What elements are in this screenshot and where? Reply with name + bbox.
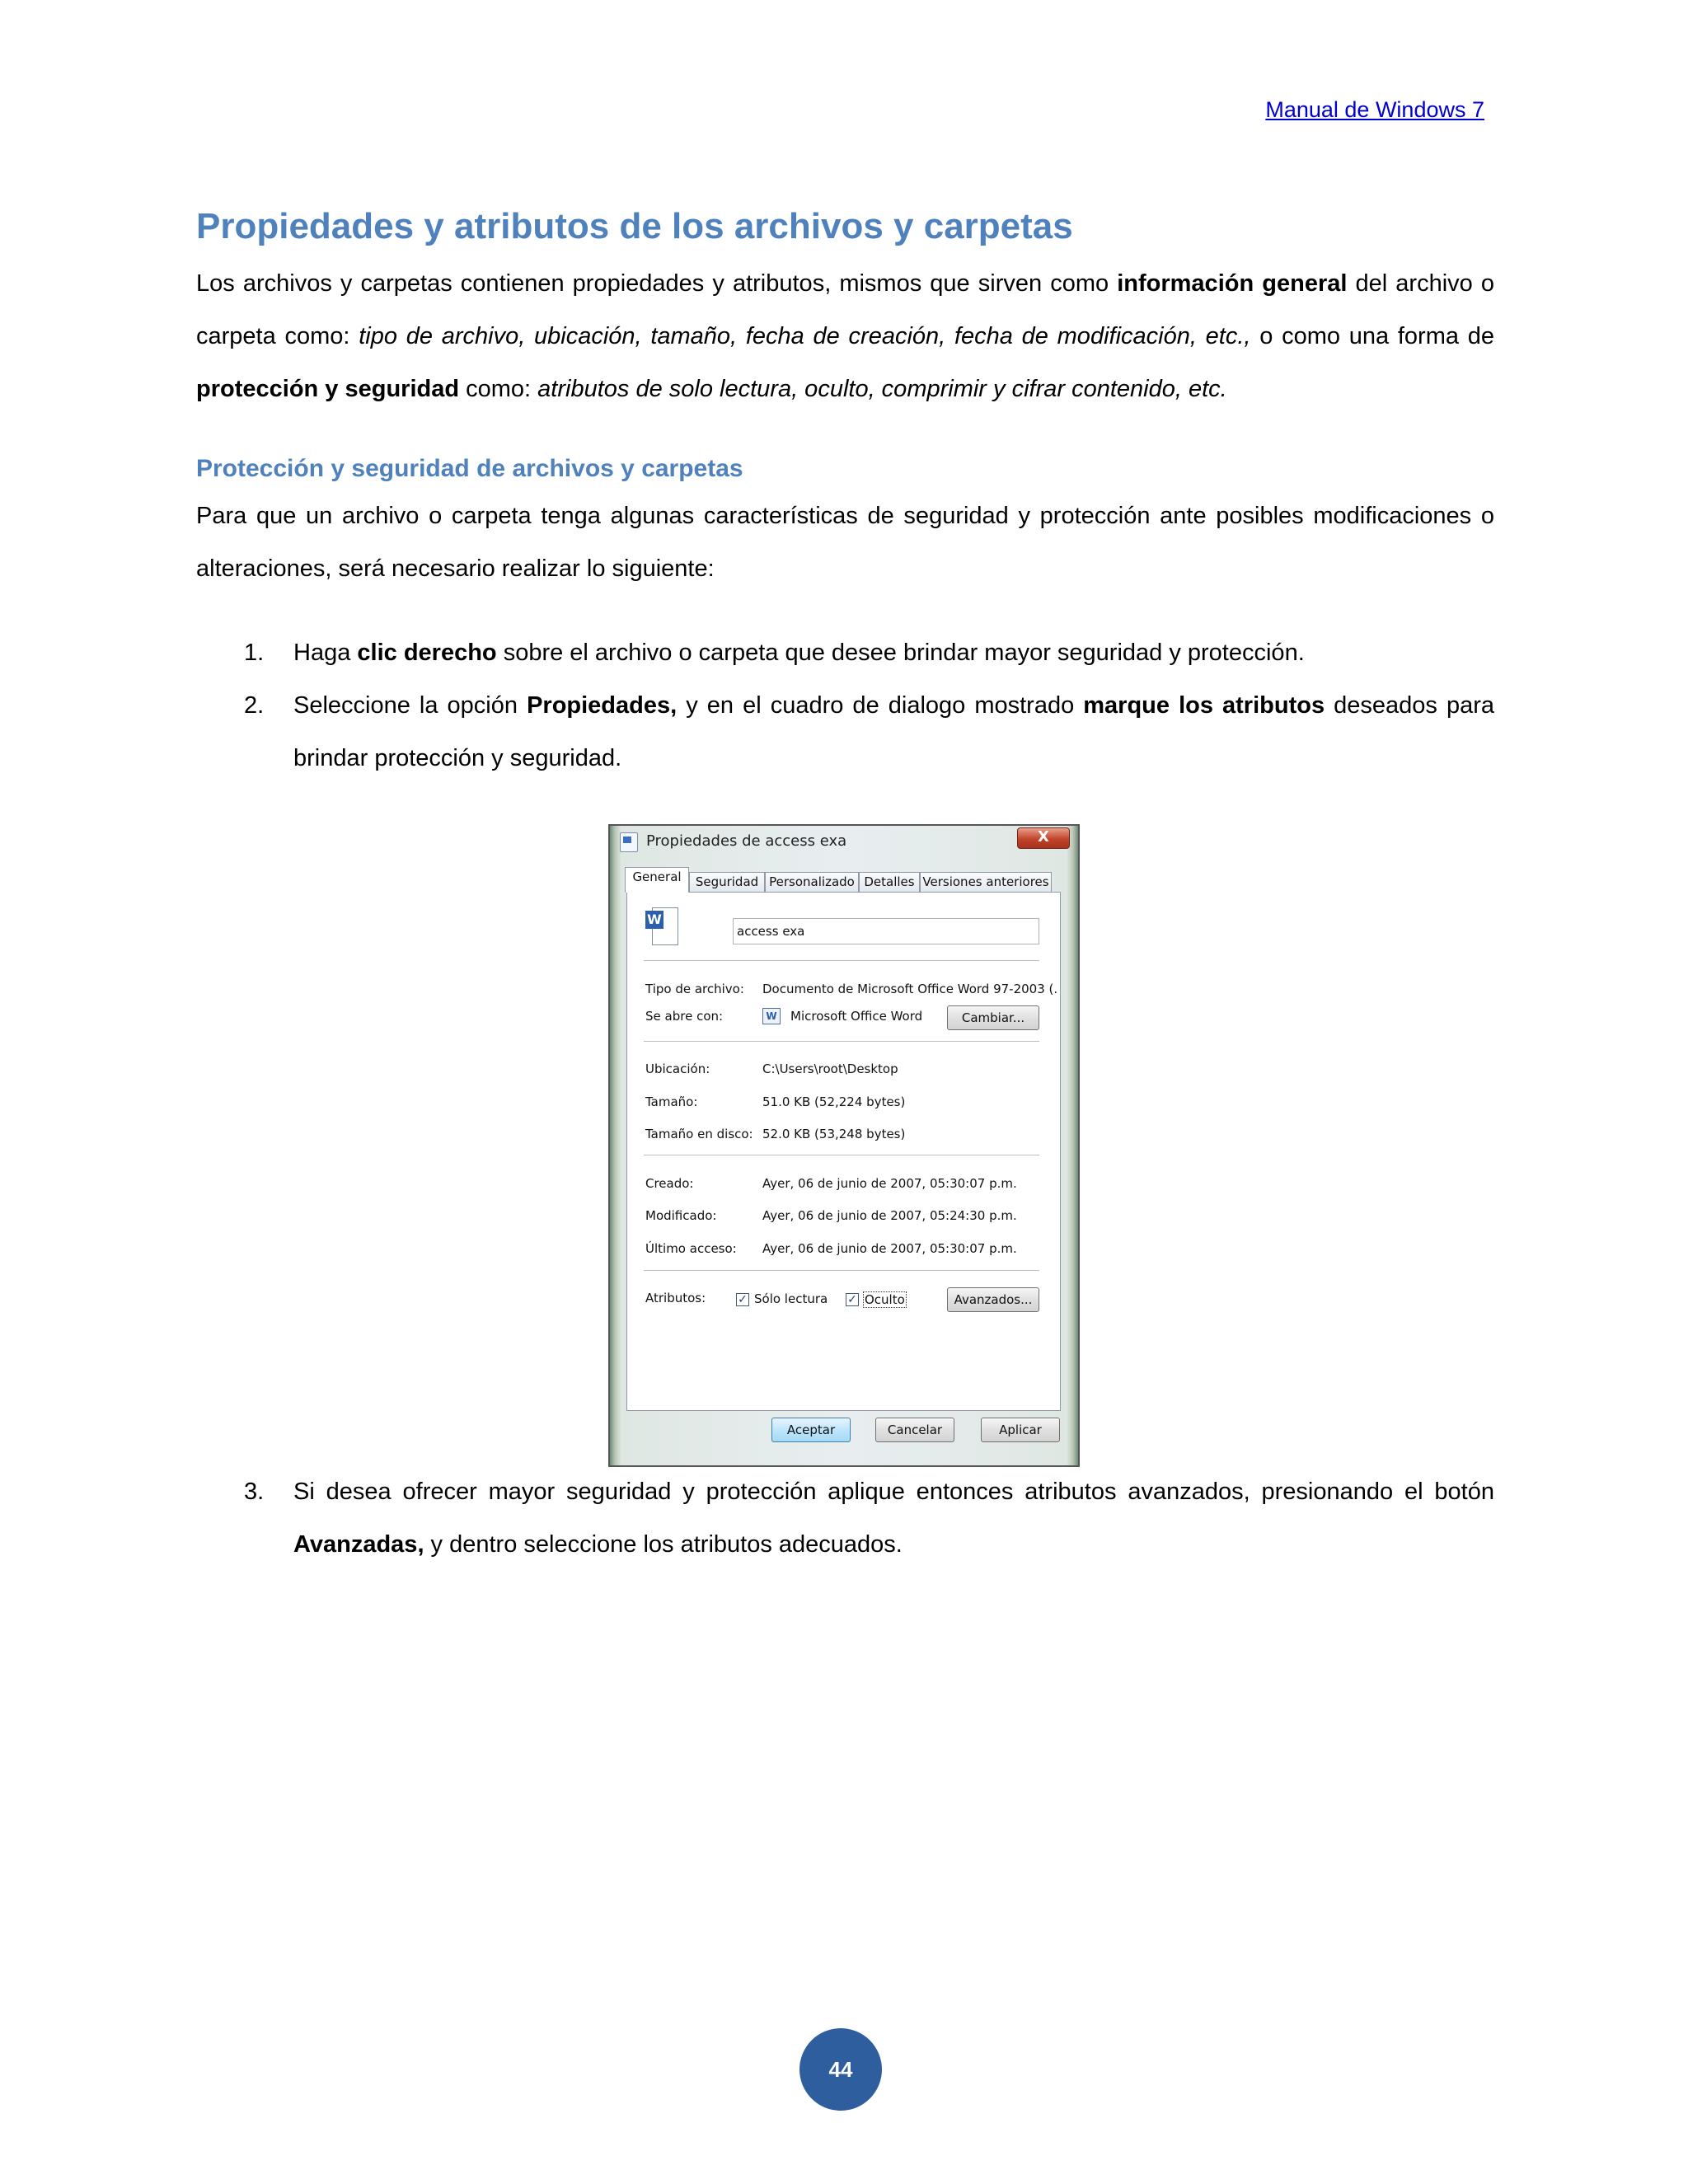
tab-general[interactable]: General	[625, 867, 689, 893]
oculto-checkbox[interactable]: ✓	[846, 1293, 859, 1306]
creado-value: Ayer, 06 de junio de 2007, 05:30:07 p.m.	[762, 1176, 1017, 1191]
word-w-glyph: W	[645, 911, 663, 929]
tab-versiones-anteriores[interactable]: Versiones anteriores	[920, 872, 1052, 892]
aplicar-button[interactable]: Aplicar	[981, 1418, 1060, 1442]
subsection-paragraph: Para que un archivo o carpeta tenga algunas características de seguridad y protección ante posibles modificaciones o alteraciones, será necesario realizar lo siguiente:	[196, 503, 1494, 582]
list-item	[196, 679, 1494, 785]
separator	[644, 1270, 1039, 1271]
intro-italic: tipo de archivo, ubicación, tamaño, fecha de creación, fecha de modificación, etc.,	[359, 323, 1251, 349]
document-icon	[620, 832, 638, 852]
intro-text: o como una forma de	[1250, 323, 1494, 349]
aceptar-button[interactable]: Aceptar	[771, 1418, 851, 1442]
dialog-title: Propiedades de access exa	[646, 832, 847, 850]
tab-personalizado[interactable]: Personalizado	[765, 872, 859, 892]
intro-text: como:	[459, 376, 538, 402]
abre-label: Se abre con:	[645, 1009, 724, 1024]
page-number: 44	[799, 2028, 882, 2111]
modificado-label: Modificado:	[645, 1208, 717, 1223]
creado-label: Creado:	[645, 1176, 694, 1191]
file-name-input[interactable]	[733, 918, 1039, 944]
step-text: y dentro seleccione los atributos adecuados.	[424, 1531, 903, 1558]
avanzados-button[interactable]: Avanzados...	[947, 1287, 1039, 1312]
intro-bold: información general	[1117, 270, 1348, 297]
tamano-label: Tamaño:	[645, 1094, 698, 1109]
intro-paragraph	[196, 257, 1494, 415]
acceso-value: Ayer, 06 de junio de 2007, 05:30:07 p.m.	[762, 1241, 1017, 1256]
modificado-value: Ayer, 06 de junio de 2007, 05:24:30 p.m.	[762, 1208, 1017, 1223]
disco-label: Tamaño en disco:	[645, 1127, 753, 1141]
step-bold: Propiedades,	[527, 692, 678, 719]
acceso-label: Último acceso:	[645, 1241, 737, 1256]
intro-italic: atributos de solo lectura, oculto, comprimir y cifrar contenido, etc.	[537, 376, 1227, 402]
abre-value: Microsoft Office Word	[790, 1009, 923, 1024]
solo-lectura-label: Sólo lectura	[754, 1291, 828, 1306]
step-text: deseados para brindar protección y seguridad.	[293, 692, 1495, 771]
step-bold: clic derecho	[357, 640, 497, 666]
disco-value: 52.0 KB (53,248 bytes)	[762, 1127, 906, 1141]
list-item	[196, 1465, 1494, 1571]
section-title: Propiedades y atributos de los archivos y carpetas	[196, 206, 1073, 246]
step-bold: marque los atributos	[1083, 692, 1325, 719]
cancelar-button[interactable]: Cancelar	[875, 1418, 954, 1442]
ubicacion-label: Ubicación:	[645, 1062, 710, 1076]
step-number: 2.	[244, 692, 265, 719]
properties-dialog	[608, 824, 1080, 1467]
word-app-icon: W	[762, 1008, 781, 1024]
tab-seguridad[interactable]: Seguridad	[689, 872, 765, 892]
step-text: sobre el archivo o carpeta que desee brindar mayor seguridad y protección.	[496, 640, 1305, 666]
oculto-label: Oculto	[865, 1292, 905, 1307]
tipo-value: Documento de Microsoft Office Word 97-2003 (.	[762, 982, 1058, 996]
subsection-title: Protección y seguridad de archivos y carpetas	[196, 455, 743, 482]
tipo-label: Tipo de archivo:	[645, 982, 744, 996]
separator	[644, 1041, 1039, 1042]
step-bold: Avanzadas,	[293, 1531, 424, 1558]
properties-dialog-screenshot	[608, 824, 1080, 1467]
cambiar-button[interactable]: Cambiar...	[947, 1005, 1039, 1030]
step-number: 1.	[244, 640, 265, 666]
step-text: Si desea ofrecer mayor seguridad y protección aplique entonces atributos avanzados, presionando el botón	[293, 1479, 1494, 1505]
tamano-value: 51.0 KB (52,224 bytes)	[762, 1094, 906, 1109]
step-text: Haga	[293, 640, 358, 666]
word-document-icon	[645, 907, 678, 945]
general-panel	[626, 892, 1061, 1411]
header-manual-link[interactable]: Manual de Windows 7	[1265, 97, 1484, 122]
solo-lectura-checkbox[interactable]: ✓	[736, 1293, 749, 1306]
intro-text: del archivo o carpeta como:	[196, 270, 1494, 349]
step-number: 3.	[244, 1479, 265, 1505]
intro-bold: protección y seguridad	[196, 376, 460, 402]
step-text: y en el cuadro de dialogo mostrado	[677, 692, 1084, 719]
close-button[interactable]: X	[1017, 827, 1070, 849]
intro-text: Los archivos y carpetas contienen propiedades y atributos, mismos que sirven como	[196, 270, 1118, 297]
list-item	[196, 626, 1494, 679]
atributos-label: Atributos:	[645, 1291, 706, 1305]
tab-detalles[interactable]: Detalles	[859, 872, 920, 892]
step-text: Seleccione la opción	[293, 692, 528, 719]
separator	[644, 960, 1039, 961]
ubicacion-value: C:\Users\root\Desktop	[762, 1062, 898, 1076]
